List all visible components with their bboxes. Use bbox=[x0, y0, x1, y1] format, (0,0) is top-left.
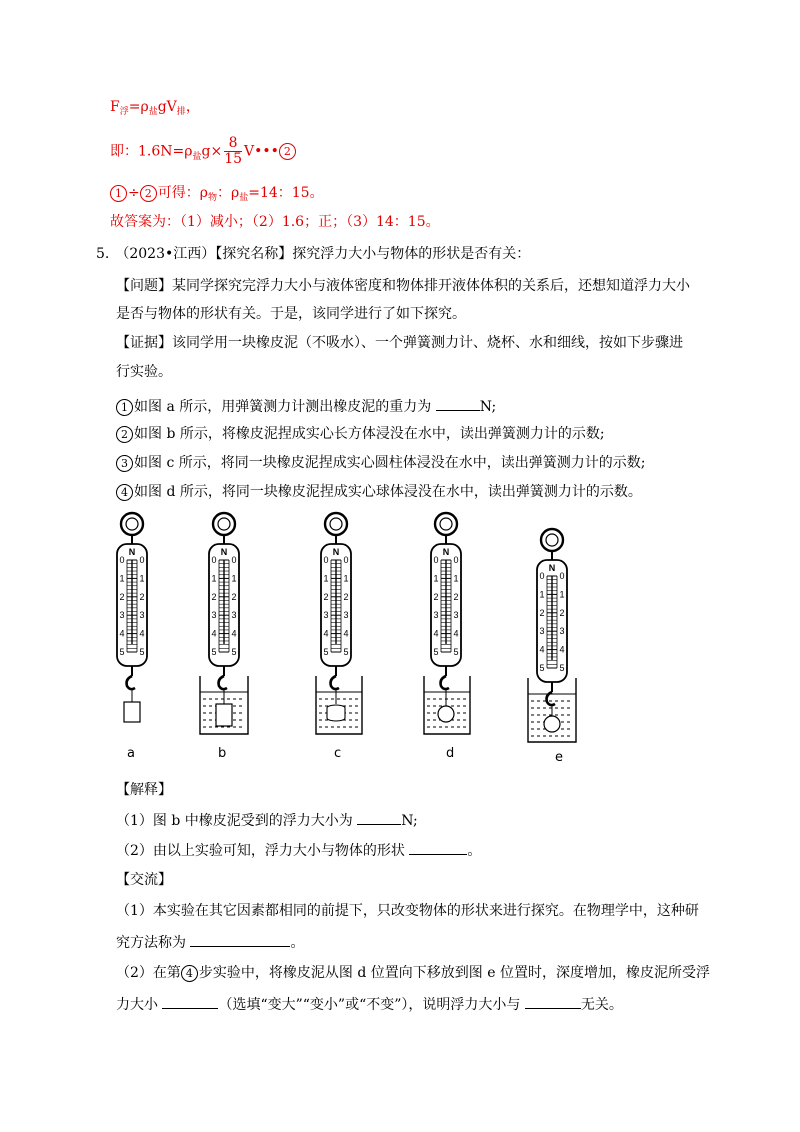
scale-tick-label-left: 5 bbox=[211, 647, 217, 657]
scale-tick-label-left: 1 bbox=[539, 589, 545, 600]
answer-blank[interactable] bbox=[357, 810, 401, 825]
scale-tick-label-left: 2 bbox=[539, 607, 545, 618]
scale-tick-label-left: 3 bbox=[323, 610, 329, 621]
scale-unit-label: N bbox=[220, 547, 228, 557]
scale-tick-label-right: 3 bbox=[231, 610, 237, 621]
scale-tick-label-left: 3 bbox=[539, 626, 545, 637]
clay-sphere-e bbox=[544, 716, 560, 732]
scale-tick-label-right: 2 bbox=[559, 607, 565, 618]
scale-unit-label: N bbox=[128, 547, 136, 557]
scale-tick-label-right: 2 bbox=[139, 591, 145, 602]
circled-number: 2 bbox=[279, 143, 296, 160]
solution-formula-line: $F_浮=\rho_盐gV_排$， bbox=[110, 99, 200, 117]
solution-ratio-line: 1 ÷ 2 可得：$\rho_物$：$\rho_盐=14$：15。 bbox=[110, 183, 324, 205]
solution-equation-line: 即：$1.6N=\rho_盐g\times$ $\frac{8}{15}$ V••• 2 bbox=[110, 136, 297, 167]
scale-tick-label-left: 4 bbox=[323, 628, 329, 639]
scale-tick-label-left: 5 bbox=[323, 647, 329, 657]
scale-tick-label-right: 0 bbox=[231, 555, 237, 565]
step-4: 4 如图 d 所示，将同一块橡皮泥捏成实心球体浸没在水中，读出弹簧测力计的示数。 bbox=[116, 482, 642, 502]
answer-line: 故答案为：（1）减小；（2）1.6；正；（3）14：15。 bbox=[110, 214, 440, 230]
scale-tick-label-left: 0 bbox=[323, 555, 329, 565]
exchange-1-line-2: 究方法称为 。 bbox=[116, 932, 304, 953]
ring-inner-icon bbox=[330, 518, 342, 530]
clay-cylinder-c bbox=[327, 708, 345, 721]
experiment-figure bbox=[0, 510, 800, 780]
answer-blank[interactable] bbox=[525, 994, 581, 1009]
ring-inner-icon bbox=[126, 518, 138, 530]
ring-inner-icon bbox=[546, 534, 558, 546]
scale-tick-label-right: 5 bbox=[559, 663, 565, 673]
exchange-2-line-1: （2）在第 4 步实验中，将橡皮泥从图 d 位置向下移放到图 e 位置时，深度增加，橡皮泥所受浮 bbox=[116, 965, 710, 981]
scale-tick-label-left: 5 bbox=[119, 647, 125, 657]
beaker bbox=[424, 676, 470, 734]
circled-number: 2 bbox=[116, 426, 133, 443]
problem-line-2: 是否与物体的形状有关。于是，该同学进行了如下探究。 bbox=[116, 306, 466, 322]
scale-tick-label-right: 1 bbox=[231, 573, 237, 584]
scale-tick-label-right: 2 bbox=[343, 591, 349, 602]
clay-block-a bbox=[124, 702, 140, 722]
explain-1: （1）图 b 中橡皮泥受到的浮力大小为 N; bbox=[116, 810, 418, 831]
explain-heading: 【解释】 bbox=[116, 782, 172, 798]
scale-tick-label-left: 5 bbox=[539, 663, 545, 673]
scale-tick-label-left: 0 bbox=[119, 555, 125, 565]
scale-tick-label-right: 1 bbox=[559, 589, 565, 600]
scale-tick-label-right: 4 bbox=[343, 628, 349, 639]
explain-2: （2）由以上实验可知，浮力大小与物体的形状 。 bbox=[116, 840, 481, 861]
scale-tick-label-left: 5 bbox=[433, 647, 439, 657]
scale-tick-label-left: 4 bbox=[211, 628, 217, 639]
circled-number: 1 bbox=[110, 185, 127, 202]
scale-tick-label-left: 2 bbox=[119, 591, 125, 602]
scale-tick-label-right: 3 bbox=[139, 610, 145, 621]
ring-icon bbox=[541, 529, 563, 551]
scale-unit-label: N bbox=[332, 547, 340, 557]
scale-tick-label-right: 3 bbox=[453, 610, 459, 621]
answer-blank[interactable] bbox=[162, 994, 218, 1009]
scale-tick-label-right: 2 bbox=[453, 591, 459, 602]
step-3: 3 如图 c 所示，将同一块橡皮泥捏成实心圆柱体浸没在水中，读出弹簧测力计的示数; bbox=[116, 453, 645, 473]
step-2: 2 如图 b 所示，将橡皮泥捏成实心长方体浸没在水中，读出弹簧测力计的示数; bbox=[116, 424, 605, 444]
scale-tick-label-left: 0 bbox=[539, 571, 545, 581]
circled-number: 4 bbox=[116, 484, 133, 501]
scale-tick-label-left: 1 bbox=[433, 573, 439, 584]
scale-tick-label-right: 4 bbox=[231, 628, 237, 639]
ring-icon bbox=[435, 513, 457, 535]
ring-inner-icon bbox=[218, 518, 230, 530]
evidence-line-2: 行实验。 bbox=[116, 364, 172, 380]
scale-tick-label-left: 2 bbox=[433, 591, 439, 602]
scale-tick-label-left: 4 bbox=[119, 628, 125, 639]
circled-number: 4 bbox=[181, 965, 198, 982]
scale-tick-label-right: 4 bbox=[453, 628, 459, 639]
scale-tick-label-right: 3 bbox=[559, 626, 565, 637]
figure-label-c: c bbox=[334, 746, 342, 761]
scale-tick-label-right: 3 bbox=[343, 610, 349, 621]
scale-tick-label-left: 2 bbox=[323, 591, 329, 602]
scale-tick-label-right: 5 bbox=[343, 647, 349, 657]
scale-tick-label-right: 4 bbox=[559, 644, 565, 655]
scale-tick-label-left: 1 bbox=[211, 573, 217, 584]
hook-icon bbox=[219, 676, 227, 689]
answer-blank[interactable] bbox=[409, 840, 467, 855]
figure-label-b: b bbox=[218, 746, 227, 761]
scale-tick-label-right: 0 bbox=[343, 555, 349, 565]
spring-scale-diagram bbox=[0, 510, 800, 780]
figure-label-d: d bbox=[446, 746, 455, 761]
figure-label-a: a bbox=[127, 746, 135, 761]
scale-tick-label-right: 5 bbox=[231, 647, 237, 657]
scale-tick-label-right: 1 bbox=[453, 573, 459, 584]
scale-tick-label-left: 4 bbox=[433, 628, 439, 639]
hook-icon bbox=[331, 676, 339, 689]
answer-blank[interactable] bbox=[436, 396, 480, 411]
evidence-line-1: 【证据】该同学用一块橡皮泥（不吸水）、一个弹簧测力计、烧杯、水和细线，按如下步骤进 bbox=[116, 335, 683, 351]
scale-tick-label-right: 0 bbox=[559, 571, 565, 581]
ring-icon bbox=[213, 513, 235, 535]
scale-tick-label-right: 5 bbox=[139, 647, 145, 657]
scale-tick-label-left: 4 bbox=[539, 644, 545, 655]
scale-tick-label-right: 4 bbox=[139, 628, 145, 639]
scale-tick-label-left: 3 bbox=[211, 610, 217, 621]
scale-tick-label-left: 3 bbox=[433, 610, 439, 621]
scale-tick-label-right: 1 bbox=[139, 573, 145, 584]
scale-tick-label-right: 0 bbox=[139, 555, 145, 565]
problem-line-1: 【问题】某同学探究完浮力大小与液体密度和物体排开液体体积的关系后，还想知道浮力大小 bbox=[116, 278, 690, 294]
fraction: $\frac{8}{15}$ bbox=[224, 135, 243, 167]
ring-icon bbox=[121, 513, 143, 535]
exchange-heading: 【交流】 bbox=[116, 872, 172, 888]
scale-unit-label: N bbox=[548, 563, 556, 573]
exchange-1-line-1: （1）本实验在其它因素都相同的前提下，只改变物体的形状来进行探究。在物理学中，这种研 bbox=[116, 903, 699, 919]
scale-tick-label-left: 0 bbox=[433, 555, 439, 565]
scale-tick-label-left: 3 bbox=[119, 610, 125, 621]
hook-icon bbox=[127, 676, 135, 689]
scale-tick-label-left: 2 bbox=[211, 591, 217, 602]
scale-tick-label-right: 2 bbox=[231, 591, 237, 602]
scale-unit-label: N bbox=[442, 547, 450, 557]
scale-tick-label-left: 0 bbox=[211, 555, 217, 565]
scale-tick-label-right: 5 bbox=[453, 647, 459, 657]
step-1: 1 如图 a 所示，用弹簧测力计测出橡皮泥的重力为 N; bbox=[116, 396, 496, 417]
scale-tick-label-right: 1 bbox=[343, 573, 349, 584]
circled-number: 3 bbox=[116, 455, 133, 472]
clay-cuboid-b bbox=[216, 704, 232, 726]
question-header: 5. （2023•江西）【探究名称】探究浮力大小与物体的形状是否有关： bbox=[96, 246, 531, 262]
scale-tick-label-right: 0 bbox=[453, 555, 459, 565]
hook-icon bbox=[441, 676, 449, 689]
answer-blank[interactable] bbox=[190, 932, 290, 947]
circled-number: 2 bbox=[140, 185, 157, 202]
scale-tick-label-left: 1 bbox=[119, 573, 125, 584]
scale-tick-label-left: 1 bbox=[323, 573, 329, 584]
figure-label-e: e bbox=[555, 750, 563, 765]
exchange-2-line-2: 力大小 （选填“变大”“变小”或“不变”），说明浮力大小与 无关。 bbox=[116, 994, 623, 1015]
circled-number: 1 bbox=[116, 399, 133, 416]
ring-icon bbox=[325, 513, 347, 535]
ring-inner-icon bbox=[440, 518, 452, 530]
clay-sphere-d bbox=[438, 706, 454, 722]
